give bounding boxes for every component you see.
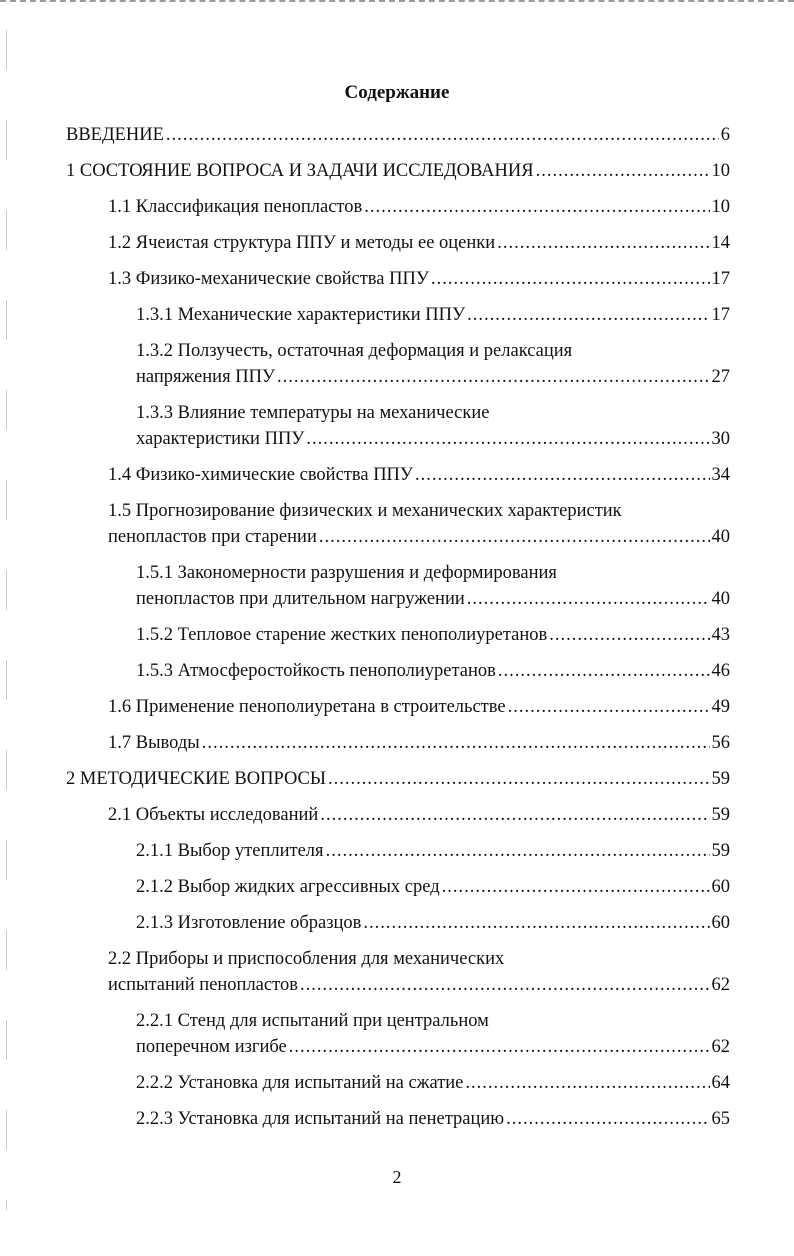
toc-entry-line — [136, 1070, 730, 1096]
toc-entry[interactable] — [66, 658, 730, 684]
toc-leader-dots — [202, 730, 710, 756]
toc-entry-line — [136, 658, 730, 684]
toc-entry[interactable] — [66, 498, 730, 550]
toc-entry[interactable] — [66, 400, 730, 452]
toc-page-number: 40 — [711, 527, 730, 547]
toc-entry-title: 1.1 Классификация пенопластов — [108, 197, 363, 217]
toc-leader-dots — [328, 766, 709, 792]
toc-entry-title: испытаний пенопластов — [108, 975, 298, 995]
toc-entry-title: 1.3 Физико-механические свойства ППУ — [108, 269, 429, 289]
toc-leader-dots — [536, 158, 710, 184]
toc-leader-dots — [549, 622, 709, 648]
toc-leader-dots — [431, 266, 710, 292]
toc-entry[interactable] — [66, 694, 730, 720]
toc-page-number: 49 — [711, 697, 730, 717]
toc-entry[interactable] — [66, 874, 730, 900]
toc-entry-title: 2.2.2 Установка для испытаний на сжатие — [136, 1073, 464, 1093]
toc-entry-line — [136, 838, 730, 864]
toc-leader-dots — [467, 302, 709, 328]
toc-page-number: 65 — [711, 1109, 730, 1129]
toc-entry[interactable] — [66, 194, 730, 220]
toc-entry-line — [108, 730, 730, 756]
toc-entry-line — [136, 302, 730, 328]
toc-entry-title-first-line: 2.2 Приборы и приспособления для механических — [108, 949, 505, 969]
toc-entry-title: 1.7 Выводы — [108, 733, 200, 753]
toc-entry-title: 2.1.3 Изготовление образцов — [136, 913, 362, 933]
toc-page-number: 59 — [711, 841, 730, 861]
toc-entry[interactable] — [66, 1008, 730, 1060]
toc-entry-title: 1.5.2 Тепловое старение жестких пенополиуретанов — [136, 625, 548, 645]
toc-entry-title: пенопластов при старении — [108, 527, 317, 547]
toc-page-number: 62 — [711, 975, 730, 995]
toc-entry-line — [108, 694, 730, 720]
toc-page-number: 60 — [711, 877, 730, 897]
toc-entry[interactable] — [66, 730, 730, 756]
toc-entry-line — [66, 122, 730, 148]
toc-page-number: 62 — [711, 1037, 730, 1057]
toc-page-number: 27 — [711, 367, 730, 387]
toc-entry-title: 2.1 Объекты исследований — [108, 805, 319, 825]
toc-entry-title: 1 СОСТОЯНИЕ ВОПРОСА И ЗАДАЧИ ИССЛЕДОВАНИЯ — [66, 161, 534, 181]
toc-entry-title: 1.4 Физико-химические свойства ППУ — [108, 465, 414, 485]
toc-entry[interactable] — [66, 122, 730, 148]
toc-entry-title: 1.2 Ячеистая структура ППУ и методы ее оценки — [108, 233, 496, 253]
toc-entry-title: пенопластов при длительном нагружении — [136, 589, 465, 609]
toc-page-number: 43 — [711, 625, 730, 645]
toc-entry-title-first-line: 1.3.3 Влияние температуры на механические — [136, 403, 490, 423]
toc-page-number: 64 — [711, 1073, 730, 1093]
toc-entry-title: напряжения ППУ — [136, 367, 276, 387]
toc-entry[interactable] — [66, 1106, 730, 1132]
top-scan-edge — [0, 0, 794, 6]
toc-leader-dots — [415, 462, 709, 488]
toc-entry[interactable] — [66, 910, 730, 936]
toc-entry-line — [108, 462, 730, 488]
toc-leader-dots — [497, 230, 709, 256]
toc-entry-line — [108, 802, 730, 828]
table-of-contents — [66, 122, 730, 1142]
toc-entry[interactable] — [66, 802, 730, 828]
toc-page-number: 56 — [711, 733, 730, 753]
toc-leader-dots — [319, 524, 710, 550]
toc-leader-dots — [363, 910, 709, 936]
toc-entry-title: характеристики ППУ — [136, 429, 305, 449]
toc-entry-line — [136, 622, 730, 648]
page-title: Содержание — [344, 82, 450, 103]
toc-entry-title: 1.3.1 Механические характеристики ППУ — [136, 305, 466, 325]
toc-entry-line — [136, 910, 730, 936]
toc-entry[interactable] — [66, 622, 730, 648]
toc-page-number: 10 — [711, 161, 730, 181]
toc-leader-dots — [289, 1034, 710, 1060]
toc-entry-title: 2.2.3 Установка для испытаний на пенетрацию — [136, 1109, 505, 1129]
toc-page-number: 30 — [711, 429, 730, 449]
toc-leader-dots — [442, 874, 710, 900]
toc-entry[interactable] — [66, 158, 730, 184]
toc-page-number: 10 — [711, 197, 730, 217]
toc-entry-line — [136, 426, 730, 452]
page-number: 2 — [392, 1167, 402, 1187]
toc-entry[interactable] — [66, 462, 730, 488]
toc-entry-title-first-line: 1.5 Прогнозирование физических и механических характеристик — [108, 501, 622, 521]
toc-entry-line — [136, 586, 730, 612]
toc-leader-dots — [306, 426, 709, 452]
toc-entry-title: поперечном изгибе — [136, 1037, 287, 1057]
toc-leader-dots — [467, 586, 710, 612]
toc-entry-line — [136, 364, 730, 390]
toc-entry[interactable] — [66, 766, 730, 792]
toc-entry-line — [66, 766, 730, 792]
toc-page-number: 46 — [711, 661, 730, 681]
toc-leader-dots — [506, 1106, 709, 1132]
toc-entry-line — [136, 1106, 730, 1132]
toc-entry-title: 1.5.3 Атмосферостойкость пенополиуретанов — [136, 661, 496, 681]
toc-entry-title: 2 МЕТОДИЧЕСКИЕ ВОПРОСЫ — [66, 769, 327, 789]
toc-page-number: 14 — [711, 233, 730, 253]
toc-entry[interactable] — [66, 1070, 730, 1096]
toc-entry-title-first-line: 1.5.1 Закономерности разрушения и деформирования — [136, 563, 557, 583]
toc-leader-dots — [508, 694, 710, 720]
toc-entry[interactable] — [66, 838, 730, 864]
toc-entry-line — [136, 874, 730, 900]
toc-page-number: 40 — [711, 589, 730, 609]
toc-entry-line — [108, 524, 730, 550]
toc-entry[interactable] — [66, 560, 730, 612]
toc-entry[interactable] — [66, 302, 730, 328]
toc-entry-title: ВВЕДЕНИЕ — [66, 125, 164, 145]
toc-leader-dots — [326, 838, 710, 864]
toc-leader-dots — [498, 658, 710, 684]
toc-page-number: 17 — [711, 269, 730, 289]
toc-entry-title-first-line: 1.3.2 Ползучесть, остаточная деформация и релаксация — [136, 341, 573, 361]
toc-page-number: 59 — [711, 769, 730, 789]
toc-page-number: 34 — [711, 465, 730, 485]
toc-entry-line — [108, 194, 730, 220]
toc-entry-title: 2.1.2 Выбор жидких агрессивных сред — [136, 877, 440, 897]
toc-entry-line — [108, 266, 730, 292]
toc-entry-line — [136, 1034, 730, 1060]
toc-entry[interactable] — [66, 230, 730, 256]
toc-leader-dots — [320, 802, 709, 828]
toc-page-number: 6 — [720, 125, 730, 145]
toc-entry[interactable] — [66, 338, 730, 390]
toc-entry-line — [108, 972, 730, 998]
left-scan-edge — [6, 30, 7, 1210]
toc-leader-dots — [166, 122, 719, 148]
toc-entry[interactable] — [66, 946, 730, 998]
toc-entry[interactable] — [66, 266, 730, 292]
toc-page-number: 59 — [711, 805, 730, 825]
toc-entry-line — [108, 230, 730, 256]
toc-leader-dots — [364, 194, 709, 220]
toc-page-number: 60 — [711, 913, 730, 933]
toc-entry-title: 1.6 Применение пенополиуретана в строительстве — [108, 697, 506, 717]
toc-entry-line — [66, 158, 730, 184]
toc-leader-dots — [465, 1070, 709, 1096]
toc-leader-dots — [300, 972, 710, 998]
toc-page-number: 17 — [711, 305, 730, 325]
toc-entry-title: 2.1.1 Выбор утеплителя — [136, 841, 324, 861]
toc-leader-dots — [277, 364, 709, 390]
toc-entry-title-first-line: 2.2.1 Стенд для испытаний при центральном — [136, 1011, 489, 1031]
